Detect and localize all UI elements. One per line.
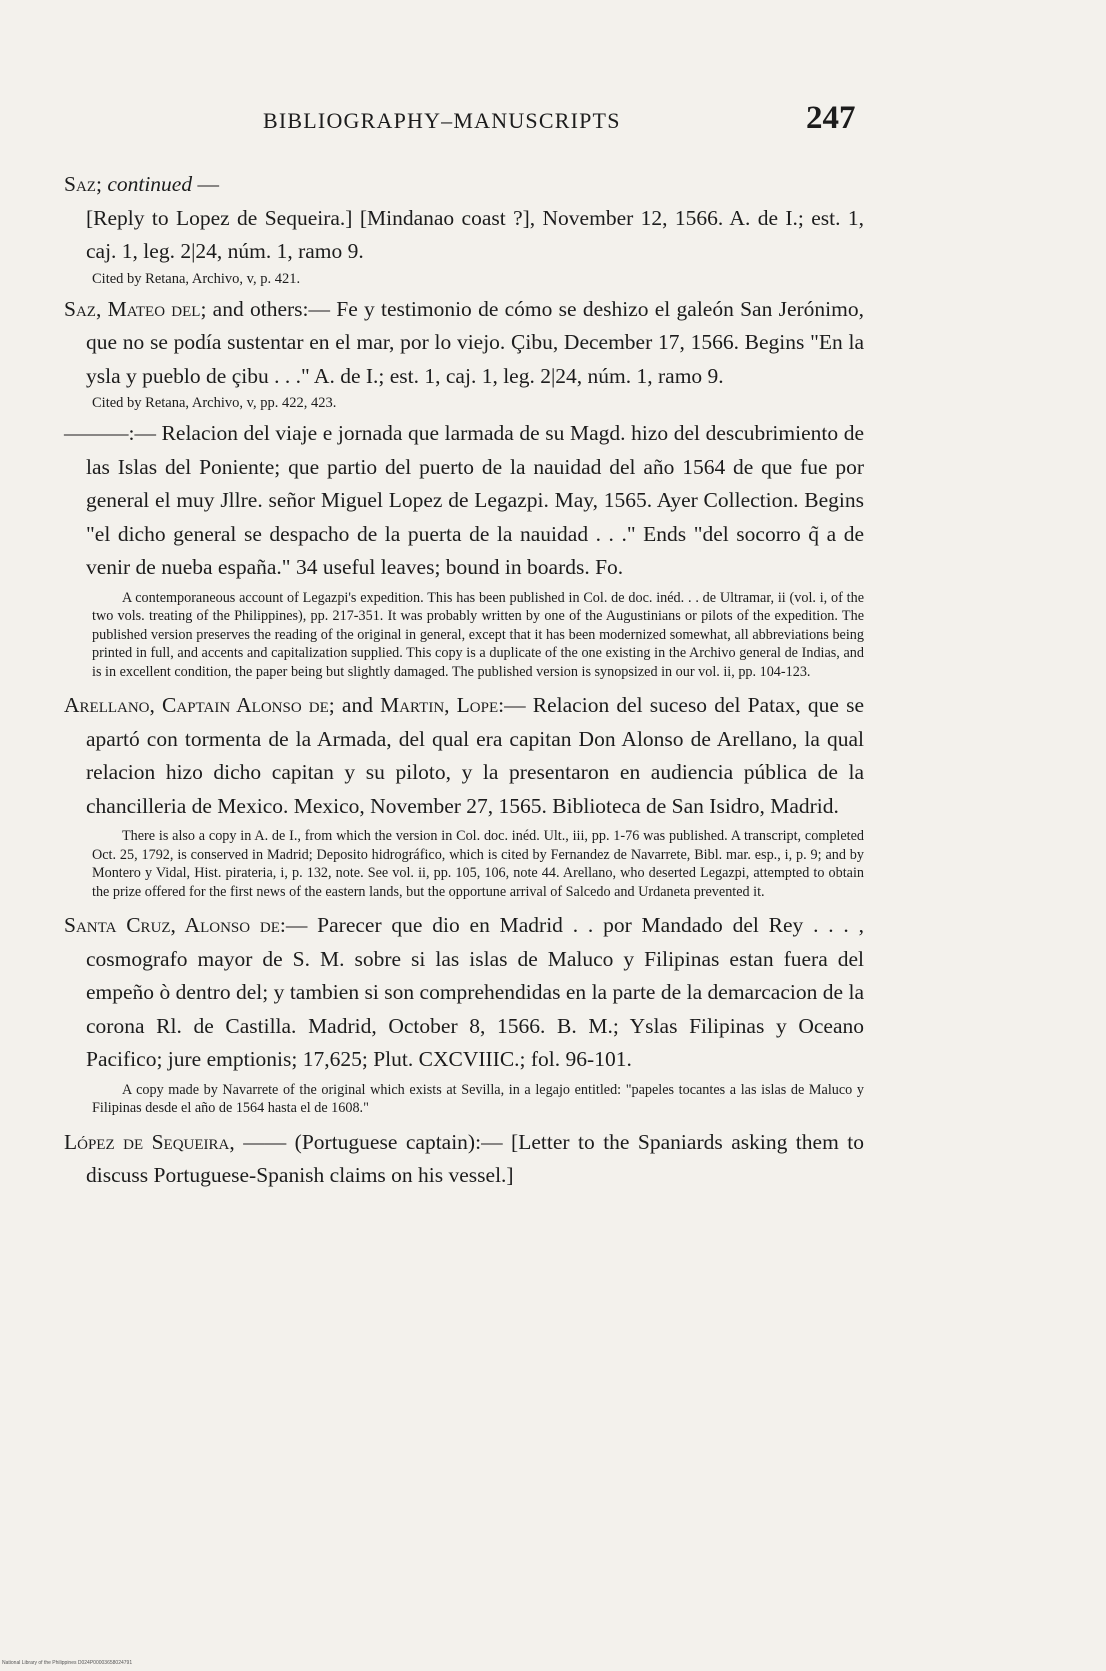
entry-citation: Cited by Retana, Archivo, v, pp. 422, 423. [92, 395, 337, 411]
entry-author: Saz [64, 172, 96, 196]
dash: — [192, 172, 219, 196]
continued-label: continued [107, 172, 193, 196]
entry-note: A copy made by Navarrete of the original which exists at Sevilla, in a legajo entitled: "papeles tocantes a las islas de Maluco y Filipinas desde el año de 1564 hasta el de 1608." [92, 1081, 864, 1116]
separator: ; [95, 172, 108, 196]
entry-santa-cruz [64, 909, 864, 1077]
separator: ; and [328, 693, 381, 717]
entry-body: :— Relacion del suceso del Patax, que se apartó con tormenta de la Armada, del qual era capitan Don Alonso de Arellano, la qual relacion hizo dicho capitan y su piloto, y la presentaron en audiencia pública de la chancilleria de Mexico. Mexico, November 27, 1565. Biblioteca de San Isidro, Madrid. [86, 693, 864, 818]
entry-author: Santa Cruz, Alonso de [64, 913, 280, 937]
page-number: 247 [806, 100, 856, 136]
entry-note: A contemporaneous account of Legazpi's expedition. This has been published in Col. de doc. inéd. . . de Ultramar, ii (vol. i, of the two vols. treating of the Philippines), pp. 217-351. It was probably written by one of the Augustinians or pilots of the expedition. The published version preserves the reading of the original in general, except that it has been modernized somewhat, all abbreviations being printed in full, and accents and capitalization supplied. This copy is a duplicate of the one existing in the Archivo general de Indias, and is in excellent condition, the paper being but slightly damaged. The published version is synopsized in our vol. ii, pp. 104-123. [92, 589, 864, 680]
running-header [0, 100, 1106, 146]
entry-body: :— Parecer que dio en Madrid . . por Mandado del Rey . . . , cosmografo mayor de S. M. sobre si las islas de Maluco y Filipinas estan fuera del empeño ò dentro del; y tambien si son comprehendidas en la parte de la demarcacion de la corona Rl. de Castilla. Madrid, October 8, 1566. B. M.; Yslas Filipinas y Oceano Pacifico; jure emptionis; 17,625; Plut. CXCVIIIC.; fol. 96-101. [86, 913, 864, 1071]
entry-citation: Cited by Retana, Archivo, v, p. 421. [92, 270, 301, 287]
entry-author-2: Martin, Lope [380, 693, 499, 717]
running-title: BIBLIOGRAPHY–MANUSCRIPTS [263, 108, 621, 133]
entry-note: There is also a copy in A. de I., from which the version in Col. doc. inéd. Ult., iii, pp. 1-76 was published. A transcript, completed Oct. 25, 1792, is conserved in Madrid; Deposito hidrográfico, which is cited by Fernandez de Navarrete, Bibl. mar. esp., i, p. 9; and by Montero y Vidal, Hist. pirateria, i, p. 132, note. See vol. ii, pp. 105, 106, note 44. Arellano, who deserted Legazpi, attempted to obtain the prize offered for the first news of the eastern lands, but the opportune arrival of Salcedo and Urdaneta prevented it. [92, 828, 864, 900]
library-stamp: National Library of the Philippines D024P00003658024791 [2, 1660, 133, 1666]
entry-body: , —— (Portuguese captain):— [Letter to the Spaniards asking them to discuss Portuguese-Spanish claims on his vessel.] [86, 1129, 864, 1187]
entry-saz-mateo [64, 293, 864, 394]
entry-author: Saz, Mateo del [64, 296, 201, 321]
entry-author: López de Sequeira [64, 1129, 230, 1154]
entry-relacion-viaje: ———:— Relacion del viaje e jornada que larmada de su Magd. hizo del descubrimiento de las Islas del Poniente; que partio del puerto de la nauidad del año 1564 de que fue por general el muy Jllre. señor Miguel Lopez de Legazpi. May, 1565. Ayer Collection. Begins "el dicho general se despacho de la puerta de la nauidad . . ." Ends "del socorro q̃ a de venir de nueba españa." 34 useful leaves; bound in boards. Fo. [64, 421, 864, 579]
entry-saz-continued [64, 168, 864, 202]
entry-body: [Reply to Lopez de Sequeira.] [Mindanao coast ?], November 12, 1566. A. de I.; est. 1, caj. 1, leg. 2|24, núm. 1, ramo 9. [86, 205, 864, 263]
entry-author: Arellano, Captain Alonso de [64, 693, 329, 717]
entry-body: ; and others:— Fe y testimonio de cómo se deshizo el galeón San Jerónimo, que no se podía sustentar en el mar, por lo viejo. Çibu, December 17, 1566. Begins "En la ysla y pueblo de çibu . . ." A. de I.; est. 1, caj. 1, leg. 2|24, núm. 1, ramo 9. [86, 296, 864, 388]
entry-lopez-sequeira [64, 1126, 864, 1193]
entry-arellano [64, 689, 864, 823]
bibliography-body [64, 168, 864, 1193]
